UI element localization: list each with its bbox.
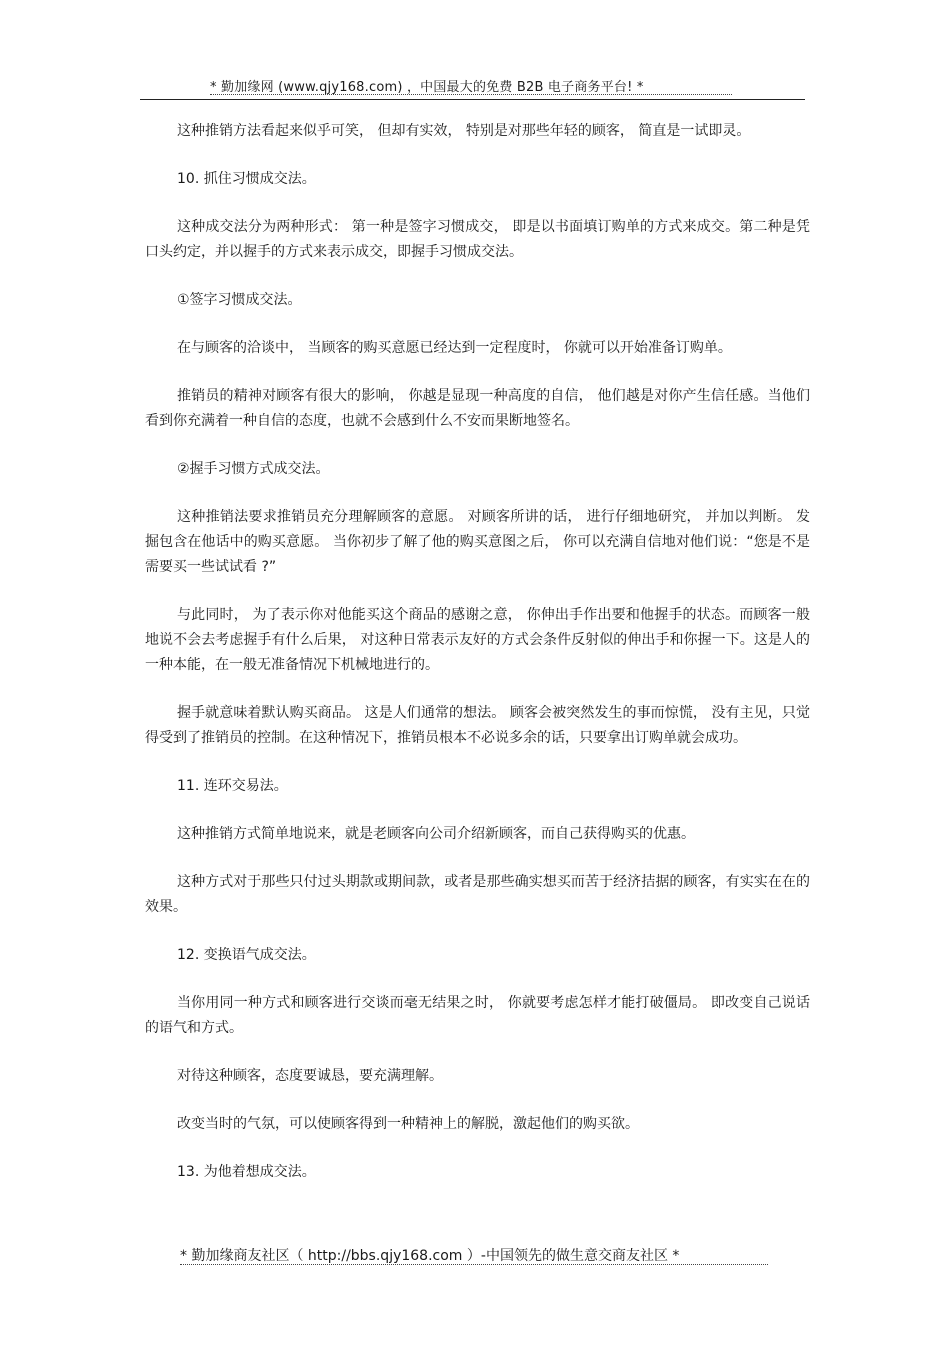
- page-header: [140, 74, 810, 102]
- section-heading: 12. 变换语气成交法。: [177, 947, 316, 963]
- paragraph: 这种方式对于那些只付过头期款或期间款，或者是那些确实想买而苦于经济拮据的顾客，有实实在在的效果。: [145, 874, 810, 915]
- paragraph: 在与顾客的洽谈中， 当顾客的购买意愿已经达到一定程度时， 你就可以开始准备订购单。: [177, 340, 732, 356]
- header-banner-text: * 勤加缘网 (www.qjy168.com) ，中国最大的免费 B2B 电子商务平台! *: [210, 80, 644, 95]
- section-heading: 11. 连环交易法。: [177, 778, 288, 794]
- footer-banner-text: * 勤加缘商友社区（ http://bbs.qjy168.com ）-中国领先的做生意交商友社区 *: [180, 1248, 680, 1264]
- page-footer: [180, 1245, 780, 1269]
- paragraph: 这种推销方式简单地说来，就是老顾客向公司介绍新顾客，而自己获得购买的优惠。: [177, 826, 695, 842]
- paragraph: 推销员的精神对顾客有很大的影响， 你越是显现一种高度的自信， 他们越是对你产生信任感。当他们看到你充满着一种自信的态度，也就不会感到什么不安而果断地签名。: [145, 388, 810, 429]
- section-heading: 10. 抓住习惯成交法。: [177, 171, 316, 187]
- header-underline: [210, 94, 732, 95]
- paragraph: 这种推销法要求推销员充分理解顾客的意愿。 对顾客所讲的话， 进行仔细地研究， 并加以判断。 发掘包含在他话中的购买意愿。 当你初步了解了他的购买意图之后， 你可以充满自信地对他们说：“您是不是需要买一些试试看 ?”: [145, 509, 810, 575]
- paragraph: 改变当时的气氛，可以使顾客得到一种精神上的解脱，激起他们的购买欲。: [177, 1116, 639, 1132]
- footer-underline: [180, 1264, 768, 1265]
- document-body: [145, 119, 810, 1208]
- paragraph: 当你用同一种方式和顾客进行交谈而毫无结果之时， 你就要考虑怎样才能打破僵局。 即改变自己说话的语气和方式。: [145, 995, 810, 1036]
- section-heading: 13. 为他着想成交法。: [177, 1164, 316, 1180]
- paragraph: 对待这种顾客，态度要诚恳，要充满理解。: [177, 1068, 443, 1084]
- paragraph: 与此同时， 为了表示你对他能买这个商品的感谢之意， 你伸出手作出要和他握手的状态。而顾客一般地说不会去考虑握手有什么后果， 对这种日常表示友好的方式会条件反射似的伸出手和你握一下。这是人的一种本能，在一般无准备情况下机械地进行的。: [145, 607, 810, 673]
- paragraph: 握手就意味着默认购买商品。 这是人们通常的想法。 顾客会被突然发生的事而惊慌， 没有主见，只觉得受到了推销员的控制。在这种情况下，推销员根本不必说多余的话，只要拿出订购单就会成功。: [145, 705, 810, 746]
- subsection-heading: ②握手习惯方式成交法。: [177, 461, 330, 477]
- subsection-heading: ①签字习惯成交法。: [177, 292, 302, 308]
- paragraph: 这种成交法分为两种形式： 第一种是签字习惯成交， 即是以书面填订购单的方式来成交。第二种是凭口头约定，并以握手的方式来表示成交，即握手习惯成交法。: [145, 219, 810, 260]
- paragraph: 这种推销方法看起来似乎可笑， 但却有实效， 特别是对那些年轻的顾客， 简直是一试即灵。: [177, 123, 751, 139]
- header-rule: [140, 99, 805, 100]
